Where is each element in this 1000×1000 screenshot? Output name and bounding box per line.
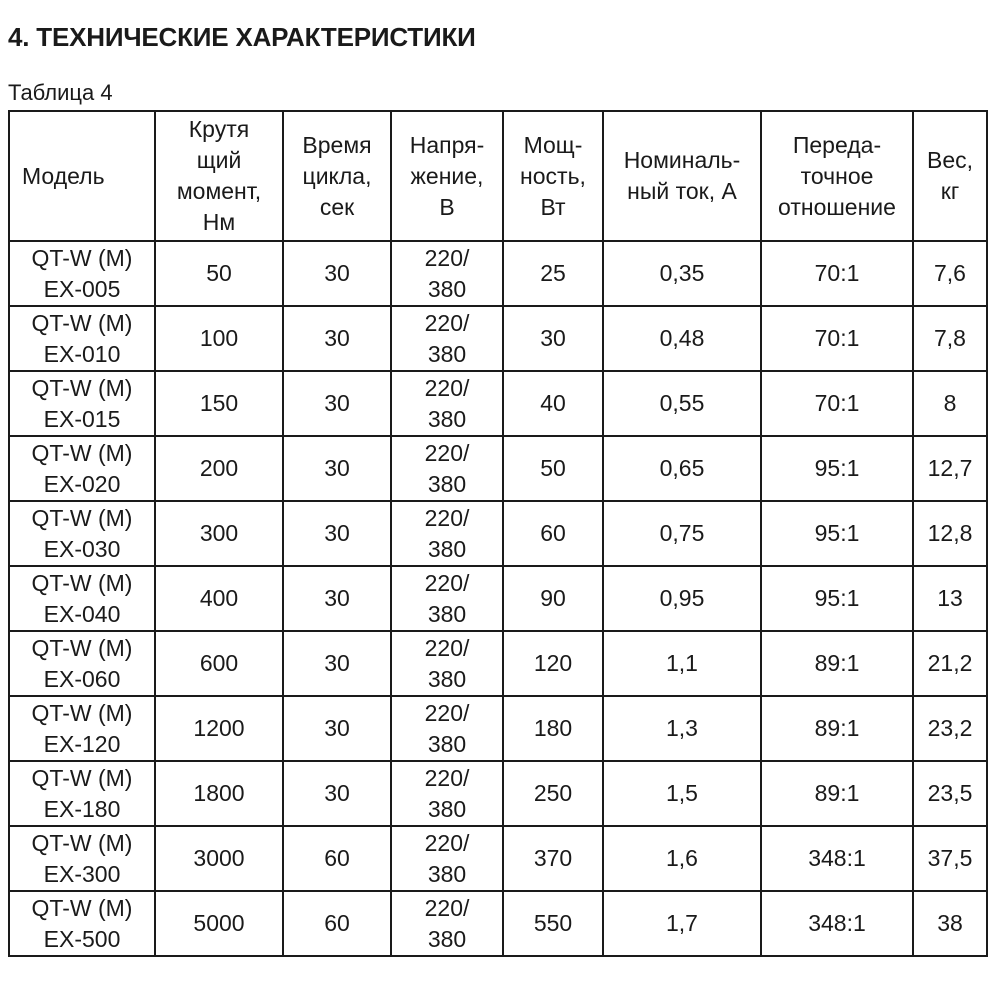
model-line: EX-180 <box>43 795 121 822</box>
voltage-line: 220/ <box>424 569 470 596</box>
cell-current: 0,95 <box>603 566 761 631</box>
header-row <box>9 111 987 241</box>
model-line: EX-300 <box>43 860 121 887</box>
cell-power: 250 <box>503 761 603 826</box>
cell-ratio: 70:1 <box>761 306 913 371</box>
cell-power: 60 <box>503 501 603 566</box>
voltage-line: 380 <box>427 535 467 562</box>
cell-current: 0,35 <box>603 241 761 306</box>
cell-ratio: 70:1 <box>761 241 913 306</box>
cell-voltage <box>391 631 503 696</box>
voltage-line: 380 <box>427 405 467 432</box>
cell-weight: 38 <box>913 891 987 956</box>
cell-current: 1,3 <box>603 696 761 761</box>
model-line: QT-W (M) <box>31 439 133 466</box>
cell-model <box>9 696 155 761</box>
cell-power: 40 <box>503 371 603 436</box>
cell-cycle: 30 <box>283 306 391 371</box>
column-header-power <box>503 111 603 241</box>
model-line: QT-W (M) <box>31 374 133 401</box>
column-header-line: Переда- <box>792 131 882 158</box>
model-line: EX-060 <box>43 665 121 692</box>
cell-model <box>9 566 155 631</box>
voltage-line: 220/ <box>424 829 470 856</box>
voltage-line: 220/ <box>424 244 470 271</box>
voltage-line: 380 <box>427 860 467 887</box>
model-line: QT-W (M) <box>31 764 133 791</box>
cell-model <box>9 631 155 696</box>
model-line: EX-120 <box>43 730 121 757</box>
column-header-weight <box>913 111 987 241</box>
cell-voltage <box>391 761 503 826</box>
cell-weight: 21,2 <box>913 631 987 696</box>
column-header-line: точное <box>800 162 874 189</box>
cell-voltage <box>391 436 503 501</box>
model-line: QT-W (M) <box>31 569 133 596</box>
voltage-line: 380 <box>427 665 467 692</box>
column-header-torque <box>155 111 283 241</box>
model-line: EX-005 <box>43 275 121 302</box>
cell-torque: 100 <box>155 306 283 371</box>
cell-model <box>9 761 155 826</box>
cell-weight: 8 <box>913 371 987 436</box>
cell-weight: 12,7 <box>913 436 987 501</box>
table-row <box>9 696 987 761</box>
table-row <box>9 501 987 566</box>
column-header-model <box>9 111 155 241</box>
cell-torque: 600 <box>155 631 283 696</box>
cell-voltage <box>391 371 503 436</box>
voltage-line: 380 <box>427 470 467 497</box>
cell-power: 550 <box>503 891 603 956</box>
voltage-line: 380 <box>427 795 467 822</box>
cell-torque: 3000 <box>155 826 283 891</box>
table-row <box>9 566 987 631</box>
cell-weight: 23,5 <box>913 761 987 826</box>
cell-model <box>9 891 155 956</box>
column-header-line: Нм <box>202 209 236 235</box>
cell-voltage <box>391 241 503 306</box>
column-header-line: жение, <box>410 162 484 189</box>
model-line: QT-W (M) <box>31 504 133 531</box>
cell-cycle: 30 <box>283 696 391 761</box>
cell-weight: 23,2 <box>913 696 987 761</box>
cell-torque: 1200 <box>155 696 283 761</box>
column-header-line: момент, <box>176 178 262 204</box>
column-header-line: Номиналь- <box>623 147 741 173</box>
cell-power: 180 <box>503 696 603 761</box>
cell-voltage <box>391 891 503 956</box>
cell-cycle: 60 <box>283 826 391 891</box>
cell-ratio: 95:1 <box>761 501 913 566</box>
cell-weight: 7,6 <box>913 241 987 306</box>
cell-torque: 5000 <box>155 891 283 956</box>
model-line: EX-015 <box>43 405 121 432</box>
cell-ratio: 89:1 <box>761 631 913 696</box>
section-title: 4. ТЕХНИЧЕСКИЕ ХАРАКТЕРИСТИКИ <box>8 22 476 52</box>
voltage-line: 220/ <box>424 764 470 791</box>
cell-model <box>9 501 155 566</box>
table-row <box>9 631 987 696</box>
cell-cycle: 30 <box>283 501 391 566</box>
model-line: EX-040 <box>43 600 121 627</box>
cell-voltage <box>391 501 503 566</box>
voltage-line: 380 <box>427 600 467 627</box>
cell-cycle: 30 <box>283 436 391 501</box>
table-header <box>9 111 987 241</box>
model-line: QT-W (M) <box>31 634 133 661</box>
voltage-line: 380 <box>427 275 467 302</box>
cell-power: 25 <box>503 241 603 306</box>
voltage-line: 220/ <box>424 439 470 466</box>
column-header-line: Модель <box>22 162 105 189</box>
cell-ratio: 348:1 <box>761 891 913 956</box>
cell-cycle: 30 <box>283 631 391 696</box>
cell-model <box>9 241 155 306</box>
cell-current: 0,65 <box>603 436 761 501</box>
cell-torque: 1800 <box>155 761 283 826</box>
voltage-line: 220/ <box>424 634 470 661</box>
voltage-line: 380 <box>427 730 467 757</box>
voltage-line: 380 <box>427 925 467 952</box>
model-line: QT-W (M) <box>31 244 133 271</box>
column-header-line: Время <box>302 131 372 158</box>
column-header-line: Вт <box>540 193 566 220</box>
cell-torque: 400 <box>155 566 283 631</box>
cell-cycle: 60 <box>283 891 391 956</box>
cell-power: 90 <box>503 566 603 631</box>
column-header-gear-ratio <box>761 111 913 241</box>
table-body <box>9 241 987 956</box>
table-row <box>9 241 987 306</box>
column-header-line: Крутя <box>188 116 250 142</box>
column-header-line: отношение <box>778 193 896 220</box>
column-header-line: цикла, <box>302 162 372 189</box>
cell-current: 1,6 <box>603 826 761 891</box>
column-header-line: сек <box>319 193 355 220</box>
column-header-voltage <box>391 111 503 241</box>
voltage-line: 380 <box>427 340 467 367</box>
cell-weight: 37,5 <box>913 826 987 891</box>
cell-voltage <box>391 826 503 891</box>
column-header-rated-current <box>603 111 761 241</box>
cell-ratio: 89:1 <box>761 761 913 826</box>
cell-current: 0,55 <box>603 371 761 436</box>
cell-model <box>9 826 155 891</box>
column-header-cycle-time <box>283 111 391 241</box>
column-header-line: ный ток, А <box>627 178 737 204</box>
column-header-line: ность, <box>520 162 586 189</box>
cell-voltage <box>391 566 503 631</box>
cell-cycle: 30 <box>283 761 391 826</box>
specifications-table <box>8 110 988 957</box>
cell-torque: 50 <box>155 241 283 306</box>
model-line: QT-W (M) <box>31 894 133 921</box>
model-line: QT-W (M) <box>31 309 133 336</box>
cell-weight: 7,8 <box>913 306 987 371</box>
cell-torque: 300 <box>155 501 283 566</box>
cell-torque: 200 <box>155 436 283 501</box>
model-line: EX-010 <box>43 340 121 367</box>
cell-ratio: 95:1 <box>761 566 913 631</box>
column-header-line: Вес, <box>926 147 974 173</box>
cell-power: 370 <box>503 826 603 891</box>
cell-current: 0,48 <box>603 306 761 371</box>
table-row <box>9 306 987 371</box>
voltage-line: 220/ <box>424 504 470 531</box>
cell-current: 1,7 <box>603 891 761 956</box>
cell-model <box>9 306 155 371</box>
column-header-line: щий <box>196 147 242 173</box>
cell-current: 0,75 <box>603 501 761 566</box>
cell-cycle: 30 <box>283 371 391 436</box>
model-line: QT-W (M) <box>31 699 133 726</box>
cell-cycle: 30 <box>283 241 391 306</box>
cell-cycle: 30 <box>283 566 391 631</box>
voltage-line: 220/ <box>424 699 470 726</box>
cell-ratio: 95:1 <box>761 436 913 501</box>
table-row <box>9 826 987 891</box>
cell-torque: 150 <box>155 371 283 436</box>
column-header-line: В <box>439 193 455 220</box>
model-line: QT-W (M) <box>31 829 133 856</box>
table-row <box>9 371 987 436</box>
model-line: EX-020 <box>43 470 121 497</box>
cell-ratio: 70:1 <box>761 371 913 436</box>
cell-model <box>9 371 155 436</box>
cell-voltage <box>391 306 503 371</box>
cell-current: 1,1 <box>603 631 761 696</box>
cell-voltage <box>391 696 503 761</box>
table-caption: Таблица 4 <box>8 80 113 105</box>
cell-model <box>9 436 155 501</box>
cell-current: 1,5 <box>603 761 761 826</box>
table-row <box>9 436 987 501</box>
voltage-line: 220/ <box>424 374 470 401</box>
column-header-line: Напря- <box>409 131 485 158</box>
cell-weight: 12,8 <box>913 501 987 566</box>
voltage-line: 220/ <box>424 894 470 921</box>
column-header-line: Мощ- <box>523 131 583 158</box>
cell-power: 50 <box>503 436 603 501</box>
column-header-line: кг <box>940 178 960 204</box>
cell-power: 120 <box>503 631 603 696</box>
cell-power: 30 <box>503 306 603 371</box>
cell-ratio: 348:1 <box>761 826 913 891</box>
model-line: EX-030 <box>43 535 121 562</box>
model-line: EX-500 <box>43 925 121 952</box>
voltage-line: 220/ <box>424 309 470 336</box>
cell-weight: 13 <box>913 566 987 631</box>
table-row <box>9 891 987 956</box>
cell-ratio: 89:1 <box>761 696 913 761</box>
table-row <box>9 761 987 826</box>
